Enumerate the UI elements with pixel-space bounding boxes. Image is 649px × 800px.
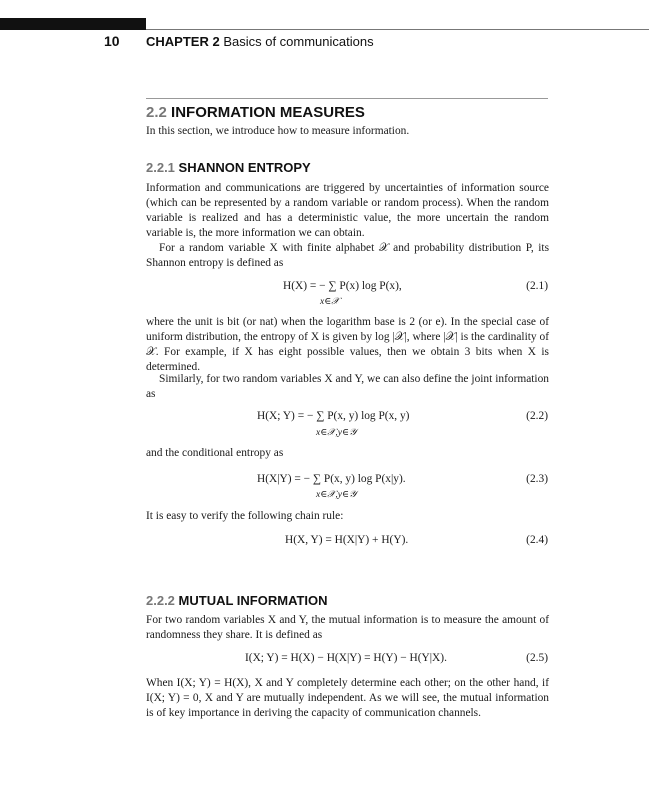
equation-2-1-subscript: x∈𝒳	[320, 297, 340, 307]
equation-2-4-number: (2.4)	[526, 534, 548, 546]
subsection-title-1: SHANNON ENTROPY	[178, 160, 311, 175]
equation-2-2-number: (2.2)	[526, 410, 548, 422]
equation-2-4: H(X, Y) = H(X|Y) + H(Y).	[285, 534, 409, 546]
header-rule	[146, 29, 649, 30]
equation-2-1-number: (2.1)	[526, 280, 548, 292]
paragraph-entropy-4: Similarly, for two random variables X and Y, we can also define the joint information as	[146, 373, 549, 400]
chapter-title: Basics of communications	[223, 34, 374, 49]
equation-2-3: H(X|Y) = − ∑ P(x, y) log P(x|y).	[257, 473, 406, 485]
section-intro: In this section, we introduce how to measure information.	[146, 125, 410, 137]
paragraph-entropy-1: Information and communications are triggered by uncertainties of information source (which can be represented by a random variable or random process). When the random variable is realized and has a deterministic value, the more uncertain the random variable is, the more information we can obtain.	[146, 182, 549, 239]
equation-2-5: I(X; Y) = H(X) − H(X|Y) = H(Y) − H(Y|X).	[245, 652, 447, 664]
paragraph-chain-rule: It is easy to verify the following chain rule:	[146, 510, 344, 522]
subsection-heading-1	[146, 160, 311, 175]
equation-2-1: H(X) = − ∑ P(x) log P(x),	[283, 280, 402, 292]
section-rule	[146, 98, 548, 99]
running-head	[146, 34, 374, 49]
section-heading	[146, 104, 365, 121]
page-number: 10	[104, 33, 120, 49]
equation-2-5-number: (2.5)	[526, 652, 548, 664]
header-bar	[0, 18, 146, 30]
paragraph-entropy-2: For a random variable X with finite alphabet 𝒳 and probability distribution P, its Shannon entropy is defined as	[146, 242, 549, 269]
subsection-number-2: 2.2.2	[146, 593, 175, 608]
paragraph-mutual-1: For two random variables X and Y, the mutual information is to measure the amount of randomness they share. It is defined as	[146, 614, 549, 641]
paragraph-mutual-2: When I(X; Y) = H(X), X and Y completely determine each other; on the other hand, if I(X; Y) = 0, X and Y are mutually independent. As we will see, the mutual information is of key importance in deriving the capacity of communication channels.	[146, 677, 549, 719]
paragraph-entropy-3: where the unit is bit (or nat) when the logarithm base is 2 (or e). In the special case of uniform distribution, the entropy of X is given by log |𝒳|, where |𝒳| is the cardinality of 𝒳. For example, if X has eight possible values, then we obtain 3 bits when X is determined.	[146, 316, 549, 373]
subsection-number-1: 2.2.1	[146, 160, 175, 175]
equation-2-2-subscript: x∈𝒳,y∈𝒴	[316, 428, 357, 438]
equation-2-2: H(X; Y) = − ∑ P(x, y) log P(x, y)	[257, 410, 410, 422]
subsection-title-2: MUTUAL INFORMATION	[178, 593, 328, 608]
equation-2-3-subscript: x∈𝒳,y∈𝒴	[316, 490, 357, 500]
section-number: 2.2	[146, 104, 167, 121]
subsection-heading-2	[146, 593, 328, 608]
equation-2-3-number: (2.3)	[526, 473, 548, 485]
paragraph-conditional: and the conditional entropy as	[146, 447, 284, 459]
section-title: INFORMATION MEASURES	[171, 104, 365, 121]
chapter-label: CHAPTER 2	[146, 34, 220, 49]
